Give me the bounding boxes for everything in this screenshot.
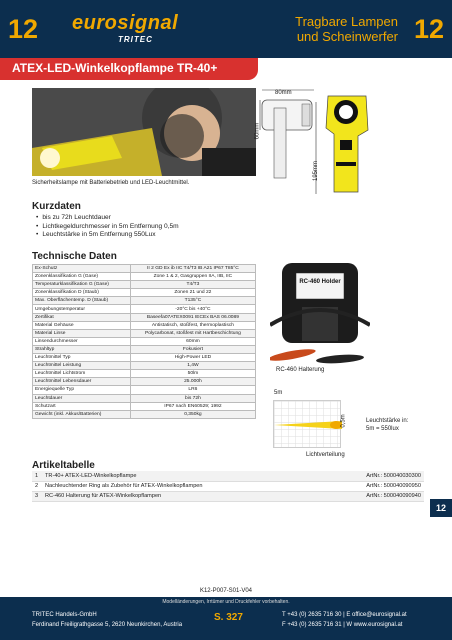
footer-fax: F +43 (0) 2635 716 31 | W www.eurosignal.at [282,622,403,628]
spec-value: High-Power LED [130,354,255,362]
footer-note: Modelländerungen, Irrtümer und Druckfehler vorbehalten. [162,599,290,605]
spec-name: Leuchtmittel Leistung [33,362,131,370]
category-title [295,14,398,44]
article-description: Nachleuchtender Ring als Zubehör für ATEX-Winkelkopflampen [42,481,321,491]
spec-name: Zertifikat [33,313,131,321]
table-row [33,394,256,402]
brand-logo: eurosignal [72,12,179,34]
table-row [33,337,256,345]
table-row [33,345,256,353]
spec-name: Material Linse [33,329,131,337]
spec-value: -20°C bis +40°C [130,305,255,313]
spec-name: Temperaturklassifikation G (Gase) [33,281,131,289]
table-row [33,297,256,305]
table-row [33,305,256,313]
spec-name: Leuchtmittel Lichtstrom [33,370,131,378]
brand-sub: TRITEC [118,35,153,44]
spec-name: Leuchtmittel Typ [33,354,131,362]
tech-table [32,264,256,419]
table-row [33,321,256,329]
spec-name: Zonenklassifikation G (Gase) [33,273,131,281]
list-item: • Leuchtstärke in 5m Entfernung 550Lux [36,231,179,240]
table-row [33,281,256,289]
kurzdaten-heading: Kurzdaten [32,201,81,212]
table-row [33,354,256,362]
spec-name: Strahltyp [33,345,131,353]
table-row [33,410,256,418]
footer-page-number: S. 327 [214,612,243,623]
footer-phone: T +43 (0) 2635 716 30 | E office@eurosignal.at [282,612,407,618]
caption: Sicherheitslampe mit Batteriebetrieb und LED-Leuchtmittel. [32,180,190,186]
holder-drawing-icon [270,255,370,365]
beam-lux-2: 5m = 550lux [366,426,399,432]
spec-name: Zonenklassifikation D (Staub) [33,289,131,297]
document-code: K12-P007-S01-V04 [199,588,253,594]
table-row [32,491,424,501]
spec-value: Zone 1 & 2, Gasgruppen IIA, IIB, IIC [130,273,255,281]
dim-width: 80mm [275,90,292,96]
spec-value: 60mm [130,337,255,345]
article-description: TR-40+ ATEX-LED-Winkelkopflampe [42,471,321,481]
firefighter-photo-icon [32,88,256,176]
page-footer [0,597,452,640]
spec-value: T135°C [130,297,255,305]
list-item: • bis zu 72h Leuchtdauer [36,214,179,223]
beam-distance: 5m [274,390,283,396]
table-row [33,378,256,386]
spec-name: Energiequelle Typ [33,386,131,394]
spec-value: Zonen 21 und 22 [130,289,255,297]
table-row [33,362,256,370]
article-number: ArtNr.: 500040090940 [321,491,424,501]
spec-value: Fokusiert [130,345,255,353]
category-line1: Tragbare Lampen [295,14,398,29]
spec-value: 1,4W [130,362,255,370]
product-photo [32,88,256,176]
article-number: ArtNr.: 500040090950 [321,481,424,491]
table-row [33,289,256,297]
spec-value: bis 72h [130,394,255,402]
title-bar [0,58,258,80]
footer-contact [282,610,407,630]
beam-label: Lichtverteilung [306,452,345,458]
page-header [0,0,452,58]
spec-value: IP67 nach EN60529; 1992 [130,402,255,410]
company-name: TRITEC Handels-GmbH [32,612,97,618]
spec-name: Ex-Schutz [33,265,131,273]
article-index: 2 [32,481,42,491]
table-row [33,370,256,378]
tech-heading: Technische Daten [32,251,117,262]
spec-name: Gewicht (inkl. Akkus/Batterien) [33,410,131,418]
spec-name: Leuchtmittel Lebensdauer [33,378,131,386]
spec-name: Max. Oberflächentemp. D (Staub) [33,297,131,305]
beam-diameter: 0,5m [340,414,347,428]
table-row [32,471,424,481]
table-row [33,273,256,281]
spec-name: Umgebungstemperatur [33,305,131,313]
spec-value: 0,350kg [130,410,255,418]
spec-value: LR6 [130,386,255,394]
kurzdaten-list [36,214,179,240]
artikel-table [32,471,424,502]
beam-cone-icon [274,401,342,449]
article-description: RC-460 Halterung für ATEX-Winkelkopflampen [42,491,321,501]
lamp-drawing-icon [256,82,376,202]
spec-value: 50lm [130,370,255,378]
list-item: • Lichtkegeldurchmesser in 5m Entfernung 0,5m [36,223,179,232]
category-line2: und Scheinwerfer [296,29,398,44]
table-row [33,386,256,394]
page-number-left: 12 [8,14,39,44]
spec-value: II 2 GD Ex ib IIC T4/T3 IB A21 IP67 T85°C [130,265,255,273]
spec-name: Linsendurchmesser [33,337,131,345]
table-row [33,265,256,273]
spec-value: Antistatisch, stoßfest, thermoplastisch [130,321,255,329]
spec-name: Schutzart [33,402,131,410]
company-address: Ferdinand Freiligrathgasse 5, 2620 Neunkirchen, Austria [32,622,183,628]
article-index: 1 [32,471,42,481]
footer-company [32,610,182,630]
beam-chart [273,400,341,448]
holder-label: RC-460 Halterung [276,367,325,373]
holder-sticker-label: RC-460 Holder [299,279,341,285]
article-number: ArtNr.: 500040030300 [321,471,424,481]
beam-lux-1: Leuchtstärke in: [366,418,409,424]
dim-height-head: 60mm [254,122,261,140]
table-row [33,329,256,337]
article-index: 3 [32,491,42,501]
spec-value: 25.000h [130,378,255,386]
spec-name: Leuchtdauer [33,394,131,402]
product-title: ATEX-LED-Winkelkopflampe TR-40+ [12,61,218,75]
side-tab: 12 [430,499,452,517]
table-row [33,313,256,321]
spec-value: Baseefa07ATEX0091 IECEx BAS 06.0089 [130,313,255,321]
artikel-heading: Artikeltabelle [32,460,95,471]
spec-value: Polycarbonat, stoßfest mit Hartbeschichtung [130,329,255,337]
page-number-right: 12 [413,14,444,44]
table-row [33,402,256,410]
spec-value: T4/T3 [130,281,255,289]
table-row [32,481,424,491]
dim-height-total: 195mm [313,160,320,182]
spec-name: Material Gehäuse [33,321,131,329]
